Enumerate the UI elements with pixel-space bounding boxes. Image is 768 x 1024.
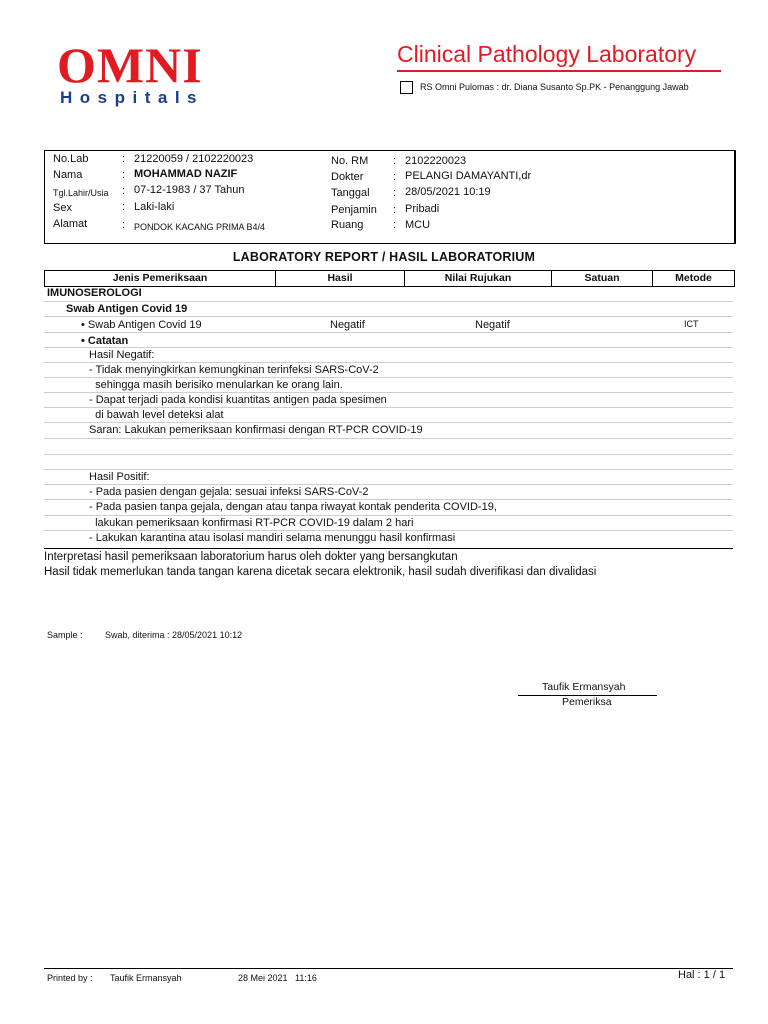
col-satuan: Satuan — [552, 271, 653, 286]
printed-by-name: Taufik Ermansyah — [110, 973, 182, 983]
title-underline — [397, 70, 721, 72]
colon: : — [122, 169, 126, 181]
test-nilai-rujukan: Negatif — [475, 319, 510, 331]
branch-line: RS Omni Pulomas : dr. Diana Susanto Sp.PK - Penanggung Jawab — [420, 82, 689, 92]
subgroup-name: Swab Antigen Covid 19 — [66, 303, 188, 315]
test-hasil: Negatif — [330, 319, 365, 331]
label-nama: Nama — [53, 169, 83, 181]
note-line: - Pada pasien tanpa gejala, dengan atau tanpa riwayat kontak penderita COVID-19, — [89, 501, 497, 513]
col-nilai-rujukan: Nilai Rujukan — [405, 271, 552, 286]
signer-name: Taufik Ermansyah — [542, 681, 626, 693]
label-no-rm: No. RM — [331, 155, 369, 167]
value-tgl-lahir: 07-12-1983 / 37 Tahun — [134, 184, 245, 196]
sample-label: Sample : — [47, 630, 83, 640]
value-sex: Laki-laki — [134, 201, 175, 213]
value-ruang: MCU — [405, 219, 431, 231]
colon: : — [393, 219, 397, 231]
table-bottom-rule — [44, 548, 733, 549]
label-dokter: Dokter — [331, 171, 364, 183]
catatan-label: • Catatan — [81, 335, 129, 347]
row-divider — [44, 332, 733, 333]
label-tgl-lahir: Tgl.Lahir/Usia — [53, 188, 109, 198]
value-penjamin: Pribadi — [405, 203, 440, 215]
colon: : — [393, 204, 397, 216]
note-line: lakukan pemeriksaan konfirmasi RT-PCR COVID-19 dalam 2 hari — [89, 517, 414, 529]
value-no-rm: 2102220023 — [405, 155, 467, 167]
hospital-logo-wordmark: OMNI — [57, 37, 203, 93]
label-tanggal: Tanggal — [331, 187, 370, 199]
colon: : — [122, 185, 126, 197]
col-metode: Metode — [675, 272, 712, 284]
group-name: IMUNOSEROLOGI — [47, 287, 142, 299]
note-line: Saran: Lakukan pemeriksaan konfirmasi dengan RT-PCR COVID-19 — [89, 424, 423, 436]
note-line: - Dapat terjadi pada kondisi kuantitas antigen pada spesimen — [89, 394, 387, 406]
value-tanggal: 28/05/2021 10:19 — [405, 186, 491, 198]
row-divider — [44, 316, 733, 317]
label-alamat: Alamat — [53, 218, 88, 230]
lab-title: Clinical Pathology Laboratory — [397, 41, 697, 67]
value-alamat: PONDOK KACANG PRIMA B4/4 — [134, 222, 266, 232]
col-jenis-pemeriksaan: Jenis Pemeriksaan — [45, 271, 276, 286]
note-line: Hasil Negatif: — [89, 349, 155, 361]
value-nama: MOHAMMAD NAZIF — [134, 168, 238, 180]
note-line: Hasil Positif: — [89, 471, 150, 483]
value-no-lab: 21220059 / 2102220023 — [134, 153, 254, 165]
printed-by-label: Printed by : — [47, 973, 93, 983]
label-no-lab: No.Lab — [53, 153, 89, 165]
test-metode: ICT — [684, 319, 699, 329]
note-line: - Tidak menyingkirkan kemungkinan terinfeksi SARS-CoV-2 — [89, 364, 379, 376]
hospital-logo-subtitle: Hospitals — [60, 88, 205, 107]
sample-value: Swab, diterima : 28/05/2021 10:12 — [105, 630, 243, 640]
colon: : — [393, 171, 397, 183]
col-hasil: Hasil — [276, 271, 405, 286]
label-penjamin: Penjamin — [331, 204, 377, 216]
colon: : — [122, 219, 126, 231]
signer-role: Pemeriksa — [562, 696, 612, 708]
label-sex: Sex — [53, 202, 72, 214]
colon: : — [122, 201, 126, 213]
electronic-note: Hasil tidak memerlukan tanda tangan karena dicetak secara elektronik, hasil sudah diverifikasi dan divalidasi — [44, 566, 597, 578]
branch-checkbox[interactable] — [400, 81, 413, 94]
report-title: LABORATORY REPORT / HASIL LABORATORIUM — [232, 250, 536, 264]
test-name: • Swab Antigen Covid 19 — [81, 319, 202, 331]
colon: : — [393, 187, 397, 199]
value-dokter: PELANGI DAMAYANTI,dr — [405, 170, 532, 182]
colon: : — [122, 153, 126, 165]
note-line: sehingga masih berisiko menularkan ke orang lain. — [89, 379, 343, 391]
row-divider — [44, 454, 733, 455]
printed-divider — [44, 968, 733, 969]
page-number: Hal : 1 / 1 — [678, 969, 726, 981]
row-divider — [44, 438, 733, 439]
results-table-header — [44, 270, 735, 287]
note-line: di bawah level deteksi alat — [89, 409, 224, 421]
colon: : — [393, 155, 397, 167]
note-line: - Lakukan karantina atau isolasi mandiri selama menunggu hasil konfirmasi — [89, 532, 456, 544]
interpretation-note: Interpretasi hasil pemeriksaan laboratorium harus oleh dokter yang bersangkutan — [44, 551, 458, 563]
label-ruang: Ruang — [331, 219, 364, 231]
printed-date: 28 Mei 2021 11:16 — [238, 973, 317, 983]
note-line: - Pada pasien dengan gejala: sesuai infeksi SARS-CoV-2 — [89, 486, 369, 498]
